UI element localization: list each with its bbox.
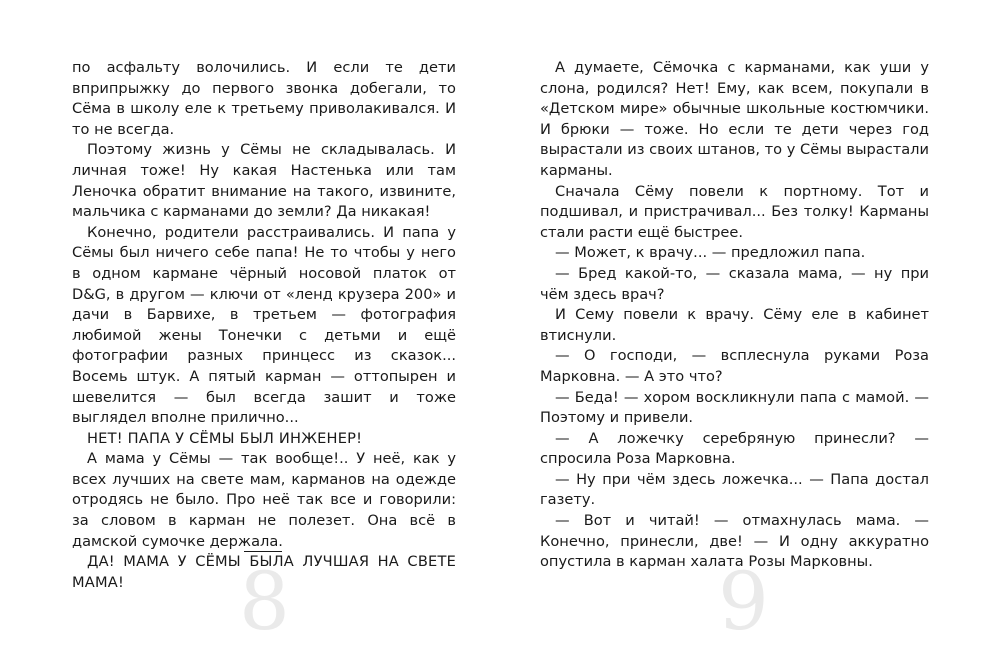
right-page (540, 58, 929, 573)
paragraph: А мама у Сёмы — так вообще!.. У неё, как у всех лучших на свете мам, карманов на одежде отродясь не было. Про неё так все и говорили: за словом в карман не полезет. Она всё в дамской сумочке держала. (72, 450, 456, 550)
paragraph: А думаете, Сёмочка с карманами, как уши у слона, родился? Нет! Ему, как всем, покупали в «Детском мире» обычные школьные костюмчики. И брюки — тоже. Но если те дети через год вырастали из своих штанов, то у Сёмы вырастали карманы. (540, 59, 929, 179)
paragraph: — Ну при чём здесь ложечка... — Папа достал газету. (540, 470, 929, 509)
paragraph: Конечно, родители расстраивались. И папа у Сёмы был ничего себе папа! Не то чтобы у него в одном кармане чёрный носовой платок от D&G, в другом — ключи от «ленд крузера 200» и дачи в Барвихе, в третьем — фотография любимой жены Тонечки с детьми и ещё фотографии разных принцесс из сказок... Восемь штук. А пятый карман — оттопырен и шевелится — был всегда зашит и тоже выглядел вполне прилично... (72, 223, 456, 427)
section-divider (244, 551, 282, 552)
paragraph: — А ложечку серебряную принесли? — спросила Роза Марковна. (540, 429, 929, 468)
paragraph: — Беда! — хором воскликнули папа с мамой. — Поэтому и привели. (540, 388, 929, 427)
paragraph: Поэтому жизнь у Сёмы не складывалась. И личная тоже! Ну какая Настенька или там Леночка обратит внимание на такого, извините, мальчика с карманами до земли? Да никакая! (72, 141, 456, 221)
emphasis-paragraph: НЕТ! ПАПА У СЁМЫ БЫЛ ИНЖЕНЕР! (87, 429, 363, 447)
paragraph: И Сему повели к врачу. Сёму еле в кабинет втиснули. (540, 306, 929, 344)
paragraph: — О господи, — всплеснула руками Роза Марковна. — А это что? (540, 347, 929, 385)
page-number-left: 8 (239, 555, 290, 648)
paragraph: по асфальту волочились. И если те дети вприпрыжку до первого звонка добегали, то Сёма в школу еле к третьему приволакивался. И то не всегда. (72, 59, 456, 138)
paragraph: — Бред какой-то, — сказала мама, — ну при чём здесь врач? (540, 264, 929, 303)
paragraph: Сначала Сёму повели к портному. Тот и подшивал, и пристрачивал... Без толку! Карманы стали расти ещё быстрее. (540, 182, 929, 241)
page-number-right: 9 (718, 555, 769, 648)
left-page (72, 58, 456, 593)
paragraph: — Вот и читай! — отмахнулась мама. — Конечно, принесли, две! — И одну аккуратно опустила в карман халата Розы Марковны. (540, 512, 929, 571)
paragraph: — Может, к врачу... — предложил папа. (555, 244, 866, 262)
emphasis-paragraph: ДА! МАМА У СЁМЫ БЫЛА ЛУЧШАЯ НА СВЕТЕ МАМА! (72, 553, 456, 591)
